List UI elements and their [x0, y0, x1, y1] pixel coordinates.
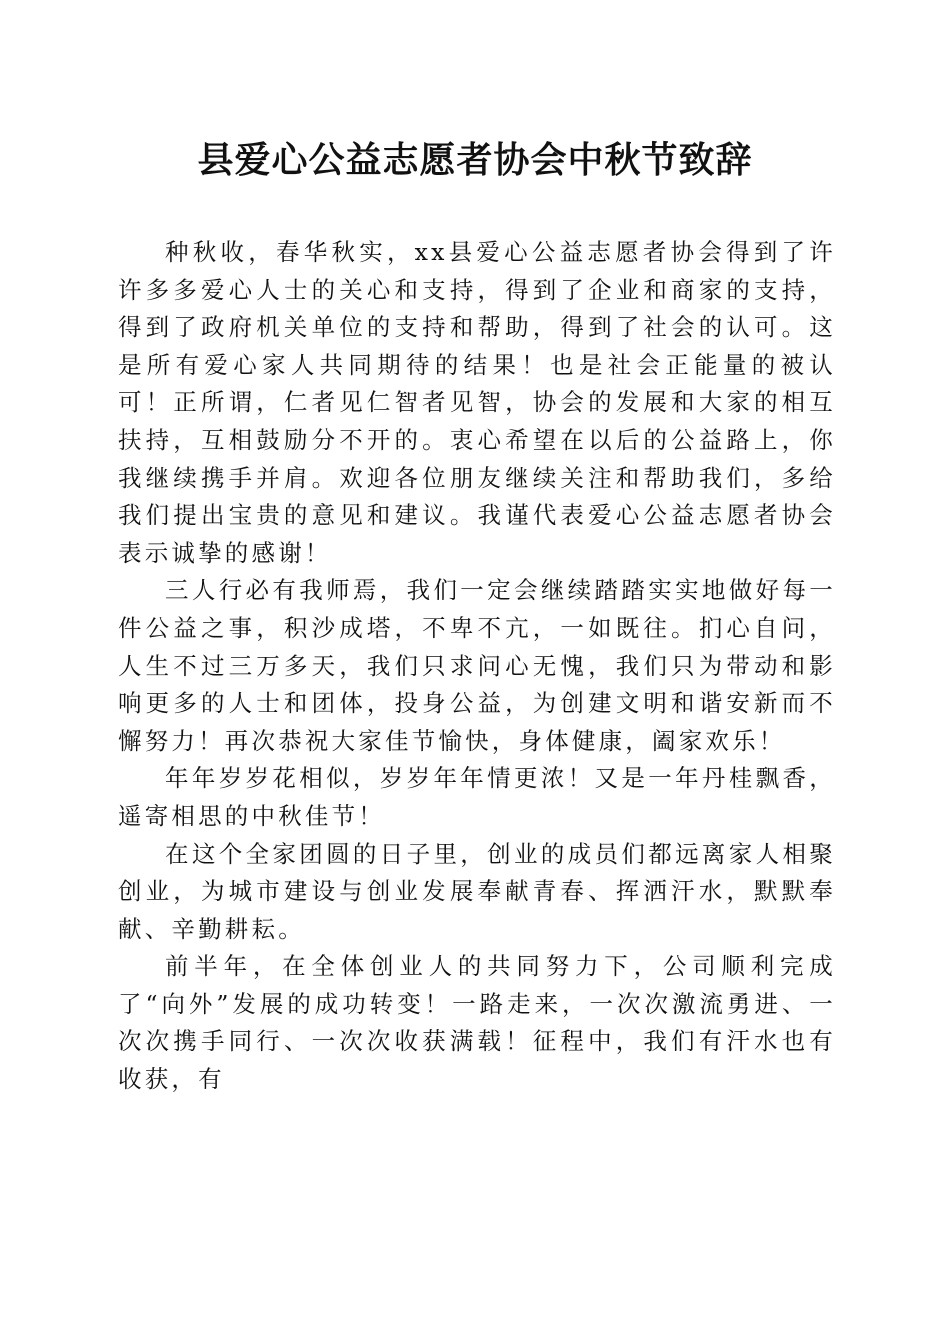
- document-title: 县爱心公益志愿者协会中秋节致辞: [197, 139, 753, 181]
- paragraph-2: 三人行必有我师焉，我们一定会继续踏踏实实地做好每一件公益之事，积沙成塔，不卑不亢，一如既往。扪心自问，人生不过三万多天，我们只求问心无愧，我们只为带动和影响更多的人士和团体，投身公益，为创建文明和谐安新而不懈努力！再次恭祝大家佳节愉快，身体健康，阖家欢乐！: [118, 576, 836, 755]
- paragraph-5: 前半年，在全体创业人的共同努力下，公司顺利完成了“向外”发展的成功转变！一路走来，一次次激流勇进、一次次携手同行、一次次收获满载！征程中，我们有汗水也有收获，有: [118, 952, 836, 1094]
- paragraph-1: 种秋收，春华秋实，xx县爱心公益志愿者协会得到了许许多多爱心人士的关心和支持，得到了企业和商家的支持，得到了政府机关单位的支持和帮助，得到了社会的认可。这是所有爱心家人共同期待的结果！也是社会正能量的被认可！正所谓，仁者见仁智者见智，协会的发展和大家的相互扶持，互相鼓励分不开的。衷心希望在以后的公益路上，你我继续携手并肩。欢迎各位朋友继续关注和帮助我们，多给我们提出宝贵的意见和建议。我谨代表爱心公益志愿者协会表示诚挚的感谢！: [118, 238, 836, 567]
- paragraph-3: 年年岁岁花相似，岁岁年年情更浓！又是一年丹桂飘香，遥寄相思的中秋佳节！: [118, 764, 836, 830]
- document-body: [118, 234, 836, 1099]
- paragraph-4: 在这个全家团圆的日子里，创业的成员们都远离家人相聚创业，为城市建设与创业发展奉献青春、挥洒汗水，默默奉献、辛勤耕耘。: [118, 839, 836, 943]
